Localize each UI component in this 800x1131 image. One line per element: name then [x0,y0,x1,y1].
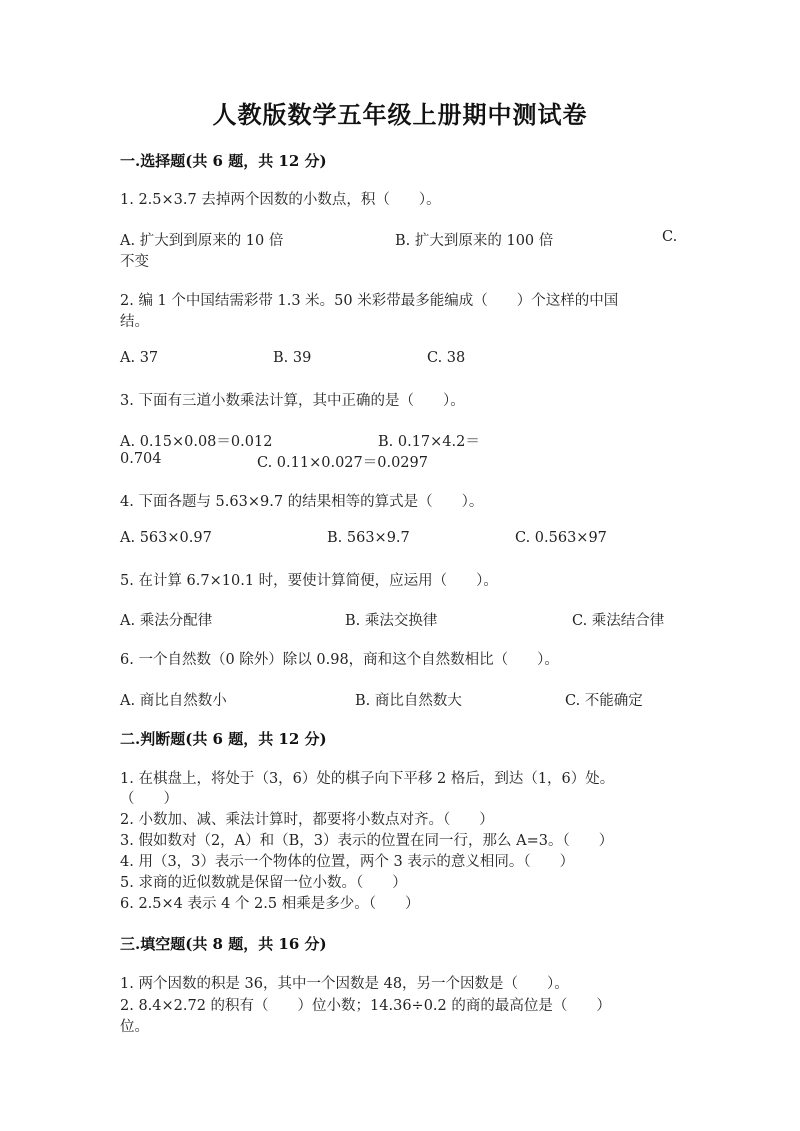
judgement-item: 1. 在棋盘上，将处于（3，6）处的棋子向下平移 2 格后，到达（1，6）处。 [120,771,615,787]
fill-in-item: 1. 两个因数的积是 36，其中一个因数是 48，另一个因数是（ ）。 [120,976,569,992]
option-c: C. 乘法结合律 [572,613,665,629]
option-c-continued: 不变 [120,254,149,270]
section-heading-judgement: 二.判断题(共 6 题，共 12 分) [120,730,327,748]
fill-in-item-continued: 位。 [120,1019,149,1035]
option-b: B. 乘法交换律 [345,613,438,629]
judgement-item: 5. 求商的近似数就是保留一位小数。（ ） [120,875,407,891]
section-heading-fill-in: 三.填空题(共 8 题，共 16 分) [120,935,327,953]
page-title: 人教版数学五年级上册期中测试卷 [212,100,588,129]
judgement-item: 4. 用（3，3）表示一个物体的位置，两个 3 表示的意义相同。（ ） [120,854,575,870]
section-heading-choice: 一.选择题(共 6 题，共 12 分) [120,152,327,170]
option-b: B. 商比自然数大 [355,693,462,709]
option-c: C. 0.563×97 [515,530,607,546]
option-b: B. 563×9.7 [327,530,410,546]
fill-in-item: 2. 8.4×2.72 的积有（ ）位小数；14.36÷0.2 的商的最高位是（ ） [120,998,611,1014]
option-c: C. 38 [427,350,466,366]
question-1-6: 6. 一个自然数（0 除外）除以 0.98，商和这个自然数相比（ ）。 [120,652,559,668]
option-a: A. 37 [120,350,159,366]
question-1-1: 1. 2.5×3.7 去掉两个因数的小数点，积（ ）。 [120,192,441,208]
option-b: B. 39 [273,350,312,366]
option-b-continued: 0.704 [120,451,162,467]
option-b: B. 扩大到原来的 100 倍 [395,233,554,249]
question-1-4: 4. 下面各题与 5.63×9.7 的结果相等的算式是（ ）。 [120,494,484,510]
option-c: C. 0.11×0.027＝0.0297 [257,455,428,471]
option-a: A. 商比自然数小 [120,693,227,709]
judgement-item: 3. 假如数对（2，A）和（B，3）表示的位置在同一行，那么 A=3。（ ） [120,833,614,849]
option-a: A. 扩大到到原来的 10 倍 [120,233,284,249]
option-c: C. [662,229,678,245]
judgement-item: 2. 小数加、减、乘法计算时，都要将小数点对齐。（ ） [120,812,494,828]
judgement-item: 6. 2.5×4 表示 4 个 2.5 相乘是多少。（ ） [120,896,420,912]
option-a: A. 乘法分配律 [120,613,213,629]
option-a: A. 0.15×0.08＝0.012 [120,434,273,450]
option-a: A. 563×0.97 [120,530,212,546]
judgement-item-continued: （ ） [120,791,178,807]
question-1-3: 3. 下面有三道小数乘法计算，其中正确的是（ ）。 [120,393,465,409]
question-1-2-continued: 结。 [120,314,149,330]
option-b: B. 0.17×4.2＝ [378,434,480,450]
question-1-5: 5. 在计算 6.7×10.1 时，要使计算简便，应运用（ ）。 [120,573,498,589]
option-c: C. 不能确定 [565,693,643,709]
question-1-2: 2. 编 1 个中国结需彩带 1.3 米。50 米彩带最多能编成（ ）个这样的中国 [120,293,619,309]
